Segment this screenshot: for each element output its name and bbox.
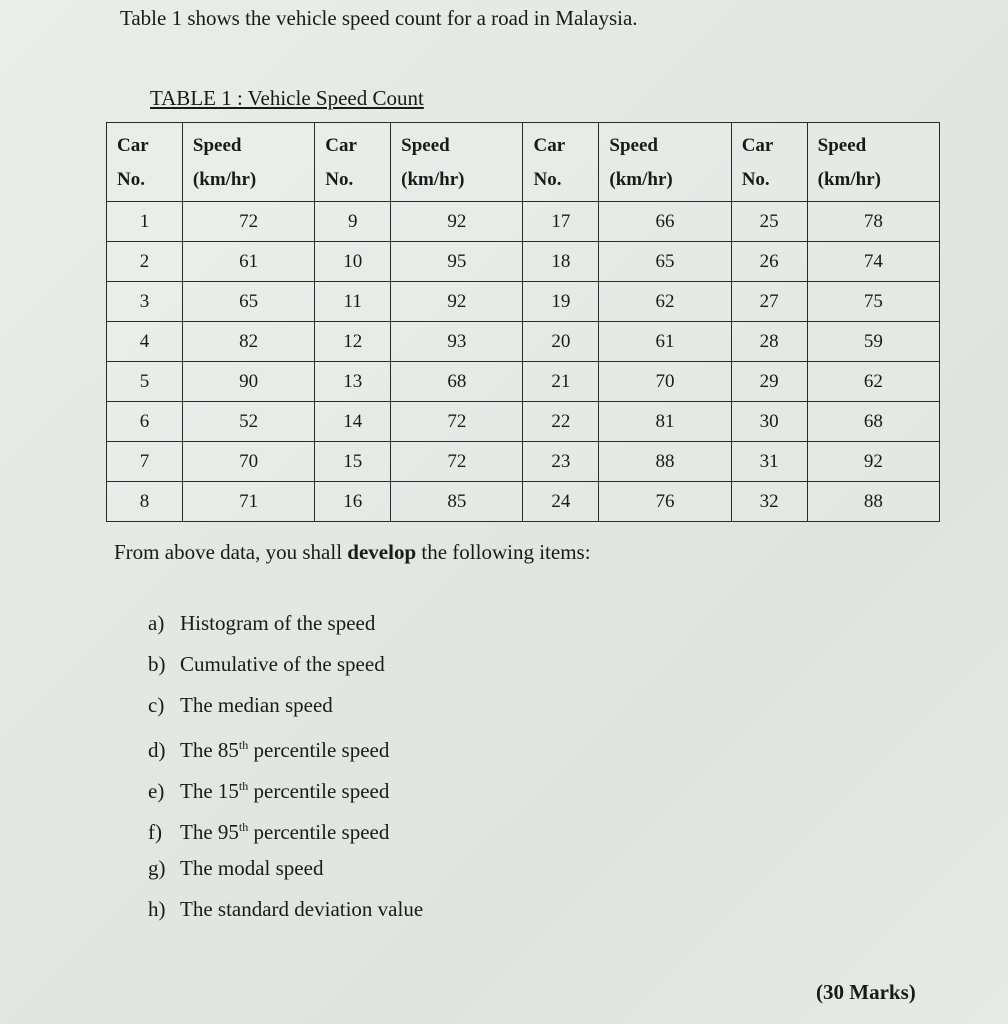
ordinal-suffix: th — [238, 738, 249, 753]
car-number-cell: 3 — [107, 282, 183, 322]
car-number-cell: 17 — [523, 202, 599, 242]
task-text: The 95 — [180, 819, 239, 844]
car-number-cell: 29 — [731, 362, 807, 402]
car-number-cell: 22 — [523, 402, 599, 442]
car-number-cell: 16 — [315, 482, 391, 522]
intro-text: Table 1 shows the vehicle speed count for a road in Malaysia. — [120, 6, 638, 30]
table-row — [107, 322, 940, 362]
speed-cell: 62 — [807, 362, 939, 402]
speed-cell: 90 — [182, 362, 314, 402]
speed-cell: 68 — [391, 362, 523, 402]
task-letter: h) — [148, 896, 166, 921]
task-text: The 85 — [180, 738, 239, 763]
task-letter: g) — [148, 855, 166, 880]
task-item — [148, 727, 423, 768]
task-item — [148, 850, 423, 891]
car-number-cell: 25 — [731, 202, 807, 242]
car-number-cell: 26 — [731, 242, 807, 282]
speed-cell: 66 — [599, 202, 731, 242]
speed-cell: 88 — [807, 482, 939, 522]
task-text: The standard deviation value — [180, 896, 424, 921]
speed-cell: 65 — [599, 242, 731, 282]
task-letter: b) — [148, 651, 166, 676]
car-number-cell: 4 — [107, 322, 183, 362]
speed-cell: 61 — [182, 242, 314, 282]
ordinal-suffix: th — [238, 779, 249, 794]
speed-cell: 74 — [807, 242, 939, 282]
task-text: The 15 — [180, 779, 239, 804]
car-number-cell: 15 — [315, 442, 391, 482]
car-number-cell: 28 — [731, 322, 807, 362]
speed-cell: 92 — [391, 202, 523, 242]
car-number-cell: 12 — [315, 322, 391, 362]
marks-label: (30 Marks) — [816, 980, 916, 1004]
task-text: percentile speed — [248, 738, 390, 763]
speed-cell: 75 — [807, 282, 939, 322]
task-letter: e) — [148, 779, 165, 804]
header-speed: Speed (km/hr) — [182, 123, 314, 202]
car-number-cell: 9 — [315, 202, 391, 242]
car-number-cell: 27 — [731, 282, 807, 322]
car-number-cell: 2 — [107, 242, 183, 282]
task-text: The modal speed — [180, 855, 324, 880]
speed-cell: 72 — [391, 442, 523, 482]
car-number-cell: 7 — [107, 442, 183, 482]
task-item — [148, 605, 423, 646]
task-item — [148, 687, 423, 728]
task-item — [148, 809, 423, 850]
table-title: TABLE 1 : Vehicle Speed Count — [150, 86, 424, 110]
task-text: percentile speed — [248, 779, 390, 804]
table-row — [107, 242, 940, 282]
header-car-no: Car No. — [107, 123, 183, 202]
task-letter: d) — [148, 738, 166, 763]
speed-cell: 59 — [807, 322, 939, 362]
speed-cell: 78 — [807, 202, 939, 242]
speed-cell: 88 — [599, 442, 731, 482]
speed-cell: 92 — [807, 442, 939, 482]
speed-cell: 81 — [599, 402, 731, 442]
car-number-cell: 5 — [107, 362, 183, 402]
speed-cell: 61 — [599, 322, 731, 362]
task-text: Histogram of the speed — [180, 611, 376, 635]
car-number-cell: 31 — [731, 442, 807, 482]
task-letter: c) — [148, 692, 165, 717]
instruction-text: From above data, you shall develop the following items: — [114, 540, 591, 564]
table-row — [107, 362, 940, 402]
speed-cell: 92 — [391, 282, 523, 322]
table-row — [107, 442, 940, 482]
speed-cell: 95 — [391, 242, 523, 282]
car-number-cell: 1 — [107, 202, 183, 242]
car-number-cell: 32 — [731, 482, 807, 522]
speed-cell: 82 — [182, 322, 314, 362]
car-number-cell: 13 — [315, 362, 391, 402]
task-item — [148, 646, 423, 687]
speed-cell: 72 — [182, 202, 314, 242]
car-number-cell: 10 — [315, 242, 391, 282]
car-number-cell: 19 — [523, 282, 599, 322]
car-number-cell: 14 — [315, 402, 391, 442]
speed-cell: 93 — [391, 322, 523, 362]
task-text: Cumulative of the speed — [180, 651, 385, 676]
task-item — [148, 768, 423, 809]
car-number-cell: 20 — [523, 322, 599, 362]
task-text: The median speed — [180, 692, 333, 717]
speed-cell: 70 — [182, 442, 314, 482]
task-list — [148, 605, 423, 931]
task-letter: a) — [148, 611, 165, 635]
car-number-cell: 6 — [107, 402, 183, 442]
table-header-row — [107, 123, 940, 202]
vehicle-speed-table — [106, 122, 940, 522]
header-speed: Speed (km/hr) — [807, 123, 939, 202]
header-speed: Speed (km/hr) — [391, 123, 523, 202]
task-text: percentile speed — [248, 819, 390, 844]
table-row — [107, 482, 940, 522]
speed-cell: 85 — [391, 482, 523, 522]
car-number-cell: 21 — [523, 362, 599, 402]
header-speed: Speed (km/hr) — [599, 123, 731, 202]
speed-cell: 52 — [182, 402, 314, 442]
car-number-cell: 8 — [107, 482, 183, 522]
header-car-no: Car No. — [315, 123, 391, 202]
ordinal-suffix: th — [238, 819, 249, 834]
speed-cell: 65 — [182, 282, 314, 322]
task-letter: f) — [148, 819, 162, 844]
car-number-cell: 24 — [523, 482, 599, 522]
car-number-cell: 23 — [523, 442, 599, 482]
car-number-cell: 30 — [731, 402, 807, 442]
speed-cell: 72 — [391, 402, 523, 442]
speed-cell: 68 — [807, 402, 939, 442]
table-row — [107, 282, 940, 322]
table-row — [107, 202, 940, 242]
task-item — [148, 891, 423, 932]
car-number-cell: 11 — [315, 282, 391, 322]
speed-cell: 71 — [182, 482, 314, 522]
table-body — [107, 202, 940, 522]
speed-cell: 70 — [599, 362, 731, 402]
header-car-no: Car No. — [731, 123, 807, 202]
table-row — [107, 402, 940, 442]
car-number-cell: 18 — [523, 242, 599, 282]
speed-cell: 76 — [599, 482, 731, 522]
header-car-no: Car No. — [523, 123, 599, 202]
speed-cell: 62 — [599, 282, 731, 322]
